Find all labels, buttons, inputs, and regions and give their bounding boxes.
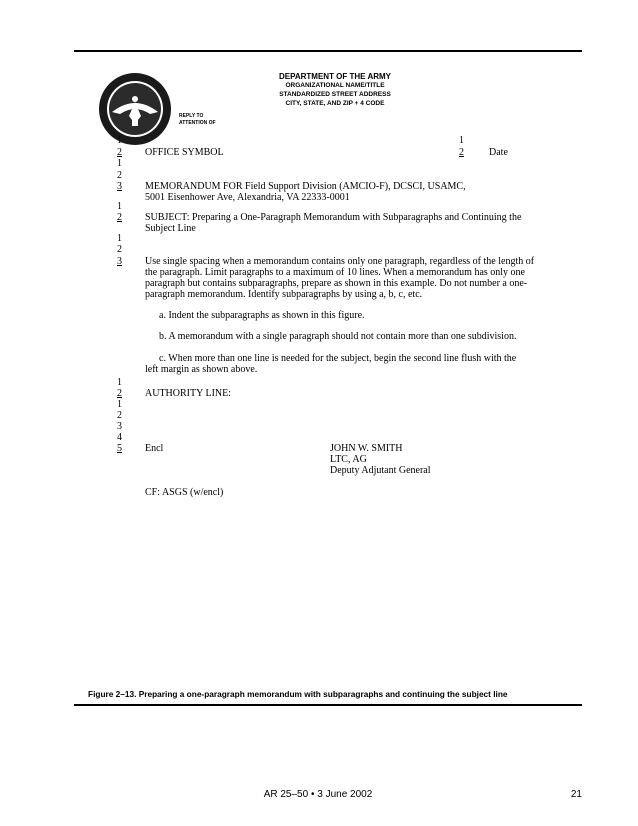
line-number: 1: [459, 135, 464, 146]
line-number: 1: [117, 233, 122, 244]
enclosure-label: Encl: [145, 443, 164, 454]
memo-for-line: MEMORANDUM FOR Field Support Division (AMCIO-F), DCSCI, USAMC,: [145, 181, 466, 192]
footer-document-id: AR 25–50 • 3 June 2002: [263, 789, 373, 800]
department-title: DEPARTMENT OF THE ARMY: [279, 72, 391, 81]
line-number: 1: [117, 201, 122, 212]
body-line: Use single spacing when a memorandum contains only one paragraph, regardless of the length of: [145, 256, 535, 267]
line-number: 2: [117, 147, 122, 158]
body-line: paragraph memorandum. Identify subparagraphs by using a, b, c, etc.: [145, 289, 423, 300]
line-number: 2: [117, 170, 122, 181]
line-number: 1: [117, 399, 122, 410]
body-line: the paragraph. Limit paragraphs to a maximum of 10 lines. When a memorandum has only one: [145, 267, 525, 278]
authority-line: AUTHORITY LINE:: [145, 388, 232, 399]
signature-title: Deputy Adjutant General: [330, 465, 431, 476]
line-number: 3: [117, 421, 122, 432]
line-number: 2: [459, 147, 464, 158]
subparagraph-b: b. A memorandum with a single paragraph should not contain more than one subdivision.: [159, 331, 517, 342]
line-number: 1: [117, 377, 122, 388]
top-rule: [74, 50, 582, 52]
figure-caption: Figure 2–13. Preparing a one-paragraph memorandum with subparagraphs and continuing the subject line: [88, 689, 508, 699]
subparagraph-c: c. When more than one line is needed for the subject, begin the second line flush with the: [159, 353, 517, 364]
office-symbol: OFFICE SYMBOL: [145, 147, 224, 158]
memo-for-address: 5001 Eisenhower Ave, Alexandria, VA 22333-0001: [145, 192, 350, 203]
line-number: 1: [117, 158, 122, 169]
line-number: 5: [117, 443, 122, 454]
reply-to: REPLY TO: [179, 113, 204, 119]
line-number: 2: [117, 212, 122, 223]
department-of-army-seal-icon: [98, 72, 172, 146]
page-number: 21: [570, 789, 582, 800]
caption-rule: [74, 704, 582, 706]
body-line: paragraph but contains subparagraphs, prepare as shown in this example. Do not number a one-: [145, 278, 528, 289]
subject-line: SUBJECT: Preparing a One-Paragraph Memorandum with Subparagraphs and Continuing the: [145, 212, 522, 223]
line-number: 2: [117, 388, 122, 399]
street-address: STANDARDIZED STREET ADDRESS: [279, 91, 391, 98]
signature-name: JOHN W. SMITH: [330, 443, 403, 454]
subparagraph-c-continuation: left margin as shown above.: [145, 364, 258, 375]
attention-of: ATTENTION OF: [179, 120, 216, 126]
line-number: 2: [117, 244, 122, 255]
line-number: 3: [117, 181, 122, 192]
org-name: ORGANIZATIONAL NAME/TITLE: [285, 82, 385, 89]
memo-date: Date: [489, 147, 508, 158]
signature-rank: LTC, AG: [330, 454, 367, 465]
line-number: 4: [117, 432, 122, 443]
subject-continuation: Subject Line: [145, 223, 196, 234]
line-number: 1: [117, 135, 122, 146]
city-state-zip: CITY, STATE, AND ZIP + 4 CODE: [285, 100, 385, 107]
copy-furnished: CF: ASGS (w/encl): [145, 487, 224, 498]
line-number: 2: [117, 410, 122, 421]
subparagraph-a: a. Indent the subparagraphs as shown in this figure.: [159, 310, 365, 321]
line-number: 3: [117, 256, 122, 267]
